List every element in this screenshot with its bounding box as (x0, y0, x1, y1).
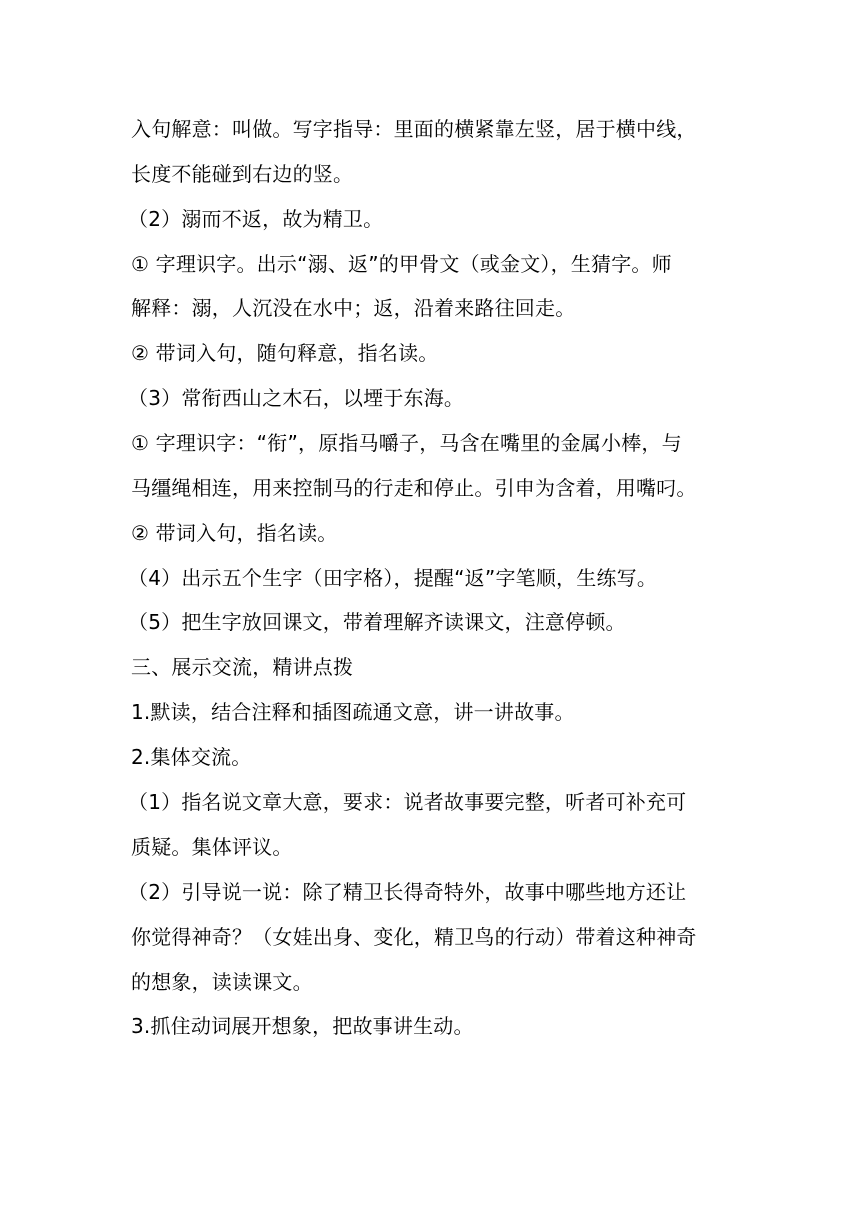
text-line: ① 字理识字：“衔”，原指马嚼子，马含在嘴里的金属小棒，与 (131, 431, 682, 455)
text-line: 长度不能碰到右边的竖。 (131, 162, 354, 186)
text-line: 2.集体交流。 (131, 745, 252, 769)
text-line: 的想象，读读课文。 (131, 970, 313, 994)
text-line: （1）指名说文章大意，要求：说者故事要完整，听者可补充可 (128, 790, 687, 814)
section-heading: 三、展示交流，精讲点拨 (131, 655, 354, 679)
text-line: （3）常衔西山之木石，以堙于东海。 (128, 386, 465, 410)
text-line: 马缰绳相连，用来控制马的行走和停止。引申为含着，用嘴叼。 (131, 476, 697, 500)
text-line: 解释：溺，人沉没在水中；返，沿着来路往回走。 (131, 296, 576, 320)
text-line: ① 字理识字。出示“溺、返”的甲骨文（或金文），生猜字。师 (131, 252, 672, 276)
text-line: ② 带词入句，指名读。 (131, 521, 338, 545)
text-line: （4）出示五个生字（田字格），提醒“返”字笔顺，生练写。 (128, 566, 658, 590)
text-line: 质疑。集体评议。 (131, 835, 293, 859)
text-line: （5）把生字放回课文，带着理解齐读课文，注意停顿。 (128, 610, 626, 634)
text-line: （2）引导说一说：除了精卫长得奇特外，故事中哪些地方还让 (128, 880, 687, 904)
text-line: 1.默读，结合注释和插图疏通文意，讲一讲故事。 (131, 700, 575, 724)
text-line: ② 带词入句，随句释意，指名读。 (131, 341, 439, 365)
text-line: （2）溺而不返，故为精卫。 (128, 207, 384, 231)
text-line: 3.抓住动词展开想象，把故事讲生动。 (131, 1014, 474, 1038)
text-line: 入句解意：叫做。写字指导：里面的横紧靠左竖，居于横中线， (131, 117, 697, 141)
text-line: 你觉得神奇？（女娃出身、变化，精卫鸟的行动）带着这种神奇 (131, 925, 697, 949)
